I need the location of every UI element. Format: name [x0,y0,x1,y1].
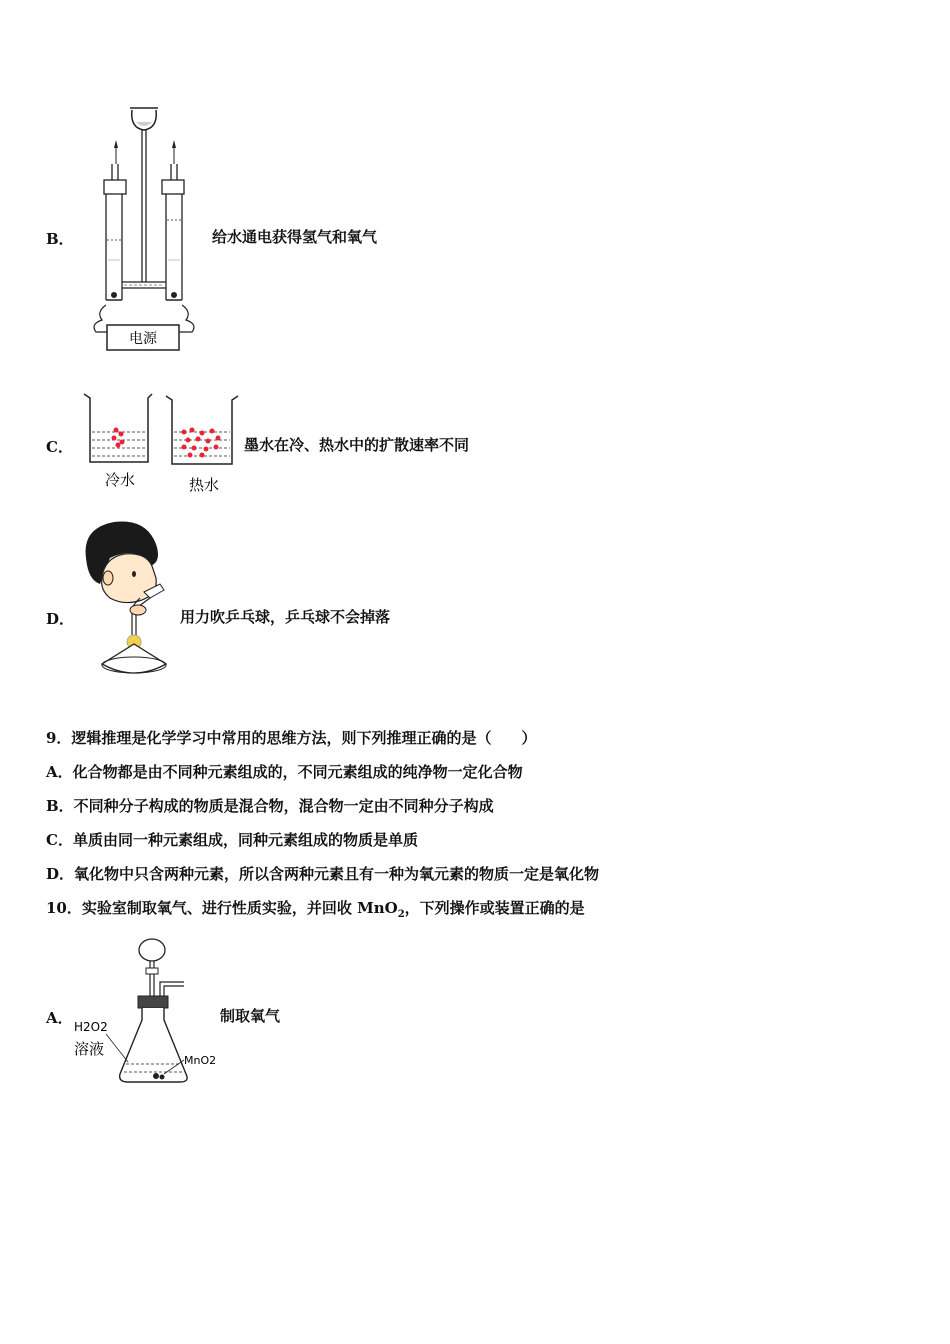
beakers-figure [80,392,242,496]
solution-label: 溶液 [74,1040,105,1058]
q9-stem: 9．逻辑推理是化学学习中常用的思维方法，则下列推理正确的是（ ） [46,729,537,747]
electrolysis-apparatus-figure [82,100,212,355]
option-d-text: 用力吹乒乓球，乒乓球不会掉落 [180,608,391,626]
ping-pong-blowing-figure [80,518,184,684]
hot-water-label: 热水 [188,476,220,494]
q10-stem-main: 10．实验室制取氧气、进行性质实验，并回收 MnO [46,899,398,917]
option-b-text: 给水通电获得氢气和氧气 [212,228,378,246]
q10-stem-subscript: 2 [397,909,405,920]
h2o2-label: H2O2 [74,1020,108,1034]
q9-option-b: B．不同种分子构成的物质是混合物，混合物一定由不同种分子构成 [46,797,494,815]
q9-option-c: C．单质由同一种元素组成，同种元素组成的物质是单质 [46,831,418,849]
cold-beaker [84,394,152,462]
option-c-letter: C． [46,438,73,456]
option-b-letter: B． [46,230,74,248]
q9-option-a: A．化合物都是由不同种元素组成的，不同元素组成的纯净物一定化合物 [46,763,523,781]
q10-stem-tail: ，下列操作或装置正确的是 [404,899,585,917]
q9-option-d: D．氧化物中只含两种元素，所以含两种元素且有一种为氧元素的物质一定是氧化物 [46,865,600,883]
power-supply-label: 电源 [129,331,157,347]
mno2-label: MnO2 [184,1054,217,1067]
q10-option-a-text: 制取氧气 [220,1007,281,1025]
q10-stem [46,899,585,924]
q10-option-a-letter: A． [46,1009,73,1027]
option-c-text: 墨水在冷、热水中的扩散速率不同 [244,436,470,454]
cold-water-label: 冷水 [104,471,136,489]
oxygen-generator-figure [72,934,224,1092]
option-d-letter: D． [46,610,75,628]
